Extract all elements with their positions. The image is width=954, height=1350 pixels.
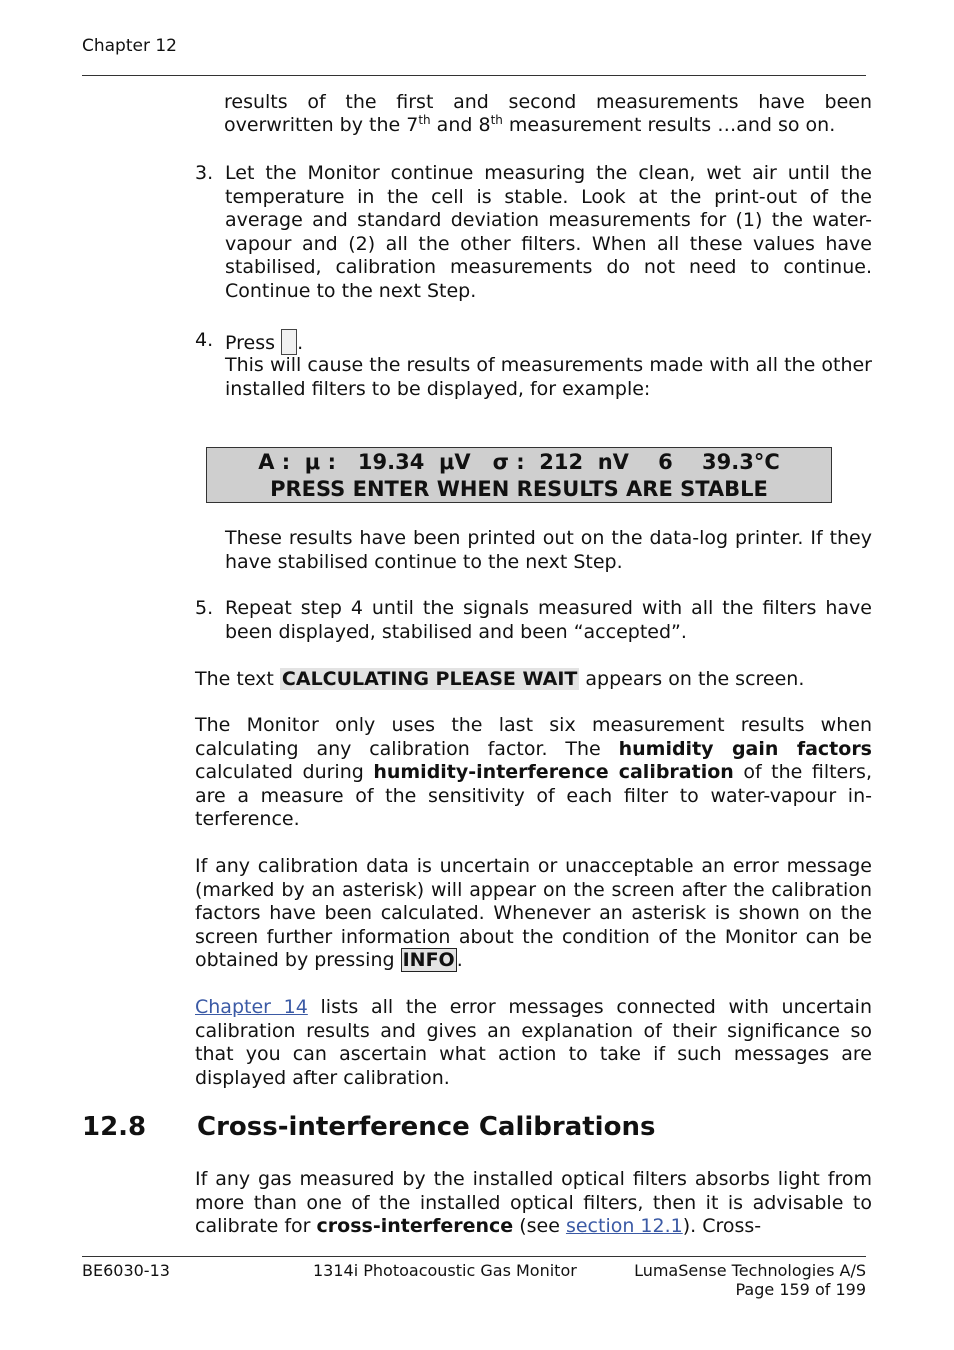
continued-line-1: results of the first and second measurements have been (224, 91, 872, 113)
after-display-text: These results have been printed out on the data-log printer. If they have stabilised continue to the next Step. (225, 527, 872, 573)
header-rule (82, 75, 866, 76)
display-line-2: PRESS ENTER WHEN RESULTS ARE STABLE (270, 477, 768, 501)
calculating-paragraph: The text CALCULATING PLEASE WAIT appears on the screen. (195, 668, 805, 690)
step-5-text: Repeat step 4 until the signals measured with all the filters have been displayed, stabilised and been “accepted”. (225, 597, 872, 643)
footer-doc-id: BE6030-13 (82, 1261, 170, 1280)
section-title: Cross-interference Calibrations (197, 1112, 656, 1142)
step-5-number: 5. (195, 597, 214, 619)
calculating-message: CALCULATING PLEASE WAIT (281, 668, 578, 690)
step-3-text: Let the Monitor continue measuring the clean, wet air until the temperature in the cell is stable. Look at the print-out of the average and standard deviation measurements for (1) the water-vapour and (2) all the other filters. When all these values have stabilised, calibration measurements do not need to continue. Continue to the next Step. (225, 162, 872, 302)
cross-interference-paragraph: If any gas measured by the installed optical filters absorbs light from more than one of the installed optical filters, then it is advisable to calibrate for cross-interference (see section 12.1). Cross- (195, 1168, 872, 1237)
step-3-number: 3. (195, 162, 214, 184)
monitor-display-example (206, 447, 832, 503)
continued-line-2: overwritten by the 7th and 8th measurement results …and so on. (224, 113, 836, 136)
chapter-14-link[interactable]: Chapter 14 (195, 996, 308, 1018)
footer-company: LumaSense Technologies A/S (634, 1261, 866, 1280)
section-12-1-link[interactable]: section 12.1 (565, 1215, 683, 1237)
footer-page-number: Page 159 of 199 (735, 1280, 866, 1299)
step-4-text: This will cause the results of measurements made with all the other installed filters to be displayed, for example: (225, 354, 872, 400)
enter-key-icon (281, 329, 297, 355)
chapter-14-paragraph: Chapter 14 lists all the error messages connected with uncertain calibration results and gives an explanation of their significance so that you can ascertain what action to take if such messages are displayed after calibration. (195, 996, 872, 1089)
step-4-press-line: Press . (225, 329, 872, 356)
error-paragraph: If any calibration data is uncertain or unacceptable an error message (marked by an asterisk) will appear on the screen after the calibration factors have been calculated. Whenever an asterisk is shown on the screen further information about the condition of the Monitor can be obtained by pressing INFO . (195, 855, 872, 971)
step-4-number: 4. (195, 329, 214, 351)
section-number: 12.8 (82, 1112, 147, 1142)
info-key: INFO (402, 949, 455, 971)
chapter-header: Chapter 12 (82, 36, 178, 56)
footer-rule (82, 1256, 866, 1257)
monitor-paragraph: The Monitor only uses the last six measurement results when calculating any calibration factor. The humidity gain factors calculated during humidity-interference calibration of the filters, are a measure of the sensitivity of each filter to water-vapour in-terference. (195, 714, 872, 830)
display-line-1: A : μ : 19.34 μV σ : 212 nV 6 39.3°C (258, 450, 780, 474)
footer-product: 1314i Photoacoustic Gas Monitor (313, 1261, 577, 1280)
